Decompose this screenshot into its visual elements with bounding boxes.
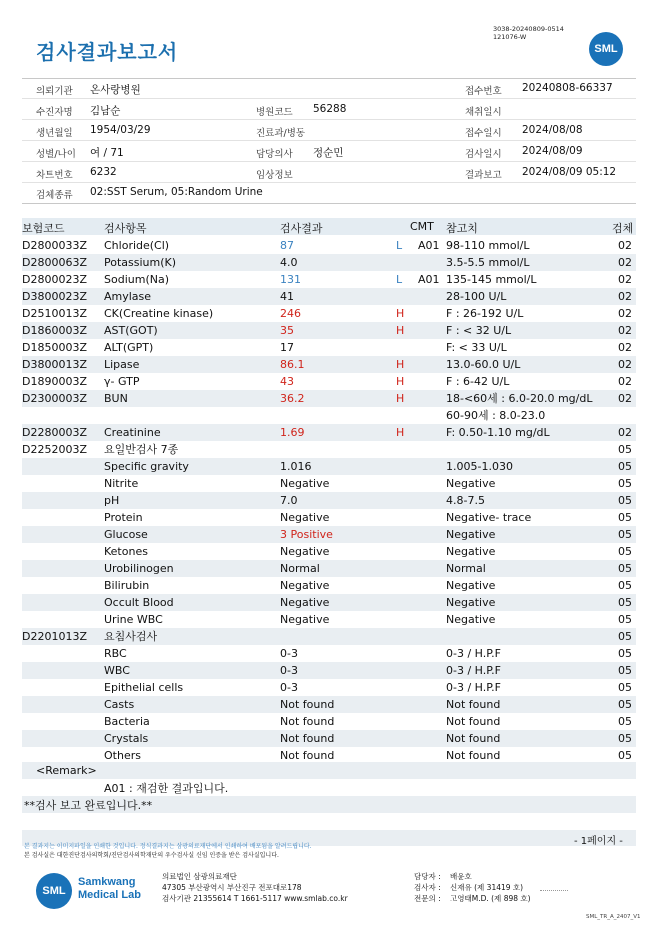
test-specimen: 05 [618, 562, 632, 575]
specimen-label: 검체종류 [36, 190, 73, 201]
test-code: D2201013Z [22, 630, 87, 643]
divider [22, 119, 636, 120]
specimen-value: 02:SST Serum, 05:Random Urine [90, 186, 263, 198]
birth-value: 1954/03/29 [90, 124, 151, 136]
test-reference: 0-3 / H.P.F [446, 664, 501, 677]
test-name: Bilirubin [104, 579, 150, 592]
test-result: Negative [280, 545, 330, 558]
test-reference: F : 6-42 U/L [446, 375, 510, 388]
test-code: D2800033Z [22, 239, 87, 252]
test-cmt: A01 [418, 273, 440, 286]
divider [22, 203, 636, 204]
test-result: 87 [280, 239, 294, 252]
test-name: Specific gravity [104, 460, 189, 473]
test-name: AST(GOT) [104, 324, 158, 337]
test-specimen: 02 [618, 358, 632, 371]
table-row [22, 645, 636, 662]
test-name: Lipase [104, 358, 140, 371]
test-reference: 13.0-60.0 U/L [446, 358, 521, 371]
table-row [22, 373, 636, 390]
test-name: BUN [104, 392, 128, 405]
table-row [22, 322, 636, 339]
report-complete: **검사 보고 완료입니다.** [24, 799, 153, 812]
test-specimen: 05 [618, 715, 632, 728]
test-specimen: 05 [618, 613, 632, 626]
divider [22, 140, 636, 141]
table-row [22, 254, 636, 271]
test-reference: Negative [446, 613, 496, 626]
test-reference: 4.8-7.5 [446, 494, 485, 507]
test-reference: Not found [446, 698, 501, 711]
test-name: Nitrite [104, 477, 139, 490]
test-name: Amylase [104, 290, 152, 303]
test-name: Crystals [104, 732, 149, 745]
form-id: SML_TR_A_2407_V1 [586, 914, 641, 920]
test-result: 246 [280, 307, 301, 320]
doctor-label: 담당의사 [256, 149, 293, 160]
test-name: Occult Blood [104, 596, 174, 609]
test-date-value: 2024/08/09 [522, 145, 583, 157]
person-value: 배윤호 [450, 872, 472, 881]
test-name: Protein [104, 511, 143, 524]
test-specimen: 05 [618, 630, 632, 643]
test-specimen: 02 [618, 256, 632, 269]
test-specimen: 05 [618, 545, 632, 558]
test-specimen: 05 [618, 732, 632, 745]
test-name: Chloride(Cl) [104, 239, 170, 252]
tester-label: 검사자 : [414, 883, 441, 892]
test-name: Potassium(K) [104, 256, 177, 269]
test-name: Creatinine [104, 426, 161, 439]
test-specimen: 02 [618, 273, 632, 286]
test-specimen: 02 [618, 375, 632, 388]
test-result: Normal [280, 562, 320, 575]
test-reference: Negative [446, 596, 496, 609]
test-specimen: 02 [618, 392, 632, 405]
test-result: 0-3 [280, 647, 298, 660]
test-specimen: 05 [618, 443, 632, 456]
test-flag: H [396, 358, 405, 371]
test-specimen: 05 [618, 681, 632, 694]
sex-age-value: 여 / 71 [90, 147, 124, 159]
receipt-date-label: 접수일시 [465, 128, 502, 139]
test-name: ALT(GPT) [104, 341, 154, 354]
test-cmt: A01 [418, 239, 440, 252]
divider [22, 98, 636, 99]
table-row [22, 288, 636, 305]
footer-note-accreditation: 본 검사실은 대한진단검사의학회/진단검사의학재단의 우수검사실 신임 인증을 받은 검사실입니다. [24, 852, 279, 859]
test-name: Others [104, 749, 141, 762]
test-reference: 28-100 U/L [446, 290, 507, 303]
test-code: D2300003Z [22, 392, 87, 405]
test-result: 36.2 [280, 392, 305, 405]
dept-label: 진료과/병동 [256, 128, 306, 139]
test-name: Bacteria [104, 715, 150, 728]
table-row [22, 492, 636, 509]
remark-label: <Remark> [36, 764, 97, 777]
signature [540, 880, 568, 891]
test-reference: 0-3 / H.P.F [446, 647, 501, 660]
test-name: γ- GTP [104, 375, 140, 388]
test-specimen: 05 [618, 477, 632, 490]
test-name: 요일반검사 7종 [104, 443, 179, 456]
report-date-label: 결과보고 [465, 170, 502, 181]
test-flag: H [396, 324, 405, 337]
table-row [22, 662, 636, 679]
test-reference: Not found [446, 732, 501, 745]
name-label: 수진자명 [36, 107, 73, 118]
brand-name [78, 876, 141, 902]
test-code: D2800063Z [22, 256, 87, 269]
sml-logo: SML [589, 32, 623, 66]
test-result: Negative [280, 511, 330, 524]
test-flag: H [396, 375, 405, 388]
test-result: 131 [280, 273, 301, 286]
test-code: D1890003Z [22, 375, 87, 388]
test-reference: 3.5-5.5 mmol/L [446, 256, 530, 269]
test-specimen: 05 [618, 647, 632, 660]
test-specimen: 05 [618, 460, 632, 473]
birth-label: 생년월일 [36, 128, 73, 139]
test-specimen: 05 [618, 528, 632, 541]
test-result: 0-3 [280, 681, 298, 694]
table-row [22, 594, 636, 611]
test-code: D1860003Z [22, 324, 87, 337]
document-id-line2: 121076-W [493, 33, 527, 41]
receipt-date-value: 2024/08/08 [522, 124, 583, 136]
test-name: Epithelial cells [104, 681, 184, 694]
footer-contact: 검사기관 21355614 T 1661-5117 www.smlab.co.kr [162, 894, 348, 903]
table-row [22, 475, 636, 492]
table-row [22, 407, 636, 424]
test-reference: 0-3 / H.P.F [446, 681, 501, 694]
table-row [22, 441, 636, 458]
test-flag: L [396, 273, 403, 286]
chart-no-label: 차트번호 [36, 170, 73, 181]
header-result: 검사결과 [280, 222, 323, 235]
table-row [22, 611, 636, 628]
table-row [22, 390, 636, 407]
table-row [22, 509, 636, 526]
footer-note-image: 본 결과지는 이미지파일을 인쇄한 것입니다. 정식결과지는 삼광의료재단에서 인쇄하여 배포됨을 알려드립니다. [24, 843, 312, 850]
test-reference: Not found [446, 749, 501, 762]
test-reference: 98-110 mmol/L [446, 239, 530, 252]
test-code: D2280003Z [22, 426, 87, 439]
test-name: Sodium(Na) [104, 273, 169, 286]
specialist-value: 고영태M.D. (제 898 호) [450, 894, 531, 903]
test-reference: Normal [446, 562, 486, 575]
test-name: Urine WBC [104, 613, 163, 626]
test-code: D2800023Z [22, 273, 87, 286]
test-reference: Not found [446, 715, 501, 728]
test-result: Not found [280, 749, 335, 762]
table-row [22, 628, 636, 645]
test-specimen: 05 [618, 494, 632, 507]
test-specimen: 05 [618, 511, 632, 524]
test-result: 43 [280, 375, 294, 388]
test-result: Not found [280, 732, 335, 745]
footer-org: 의료법인 삼광의료재단 [162, 872, 237, 881]
table-row [22, 577, 636, 594]
test-reference: 1.005-1.030 [446, 460, 513, 473]
remark-bar [22, 762, 636, 779]
receipt-no-label: 접수번호 [465, 86, 502, 97]
table-row [22, 271, 636, 288]
test-result: Negative [280, 596, 330, 609]
test-name: CK(Creatine kinase) [104, 307, 214, 320]
table-row [22, 696, 636, 713]
test-name: Casts [104, 698, 135, 711]
table-row [22, 356, 636, 373]
test-flag: L [396, 239, 403, 252]
test-reference: Negative [446, 579, 496, 592]
test-result: 0-3 [280, 664, 298, 677]
table-row [22, 713, 636, 730]
test-reference: Negative- trace [446, 511, 532, 524]
test-result: 86.1 [280, 358, 305, 371]
table-row [22, 560, 636, 577]
test-specimen: 05 [618, 698, 632, 711]
test-name: WBC [104, 664, 130, 677]
table-row [22, 730, 636, 747]
test-name: 요침사검사 [104, 630, 158, 643]
table-row [22, 339, 636, 356]
table-row [22, 424, 636, 441]
test-name: Glucose [104, 528, 148, 541]
table-row [22, 305, 636, 322]
test-result: Not found [280, 698, 335, 711]
test-reference: F: < 33 U/L [446, 341, 507, 354]
test-specimen: 02 [618, 341, 632, 354]
receipt-no-value: 20240808-66337 [522, 82, 613, 94]
test-result: 17 [280, 341, 294, 354]
hospital-code-value: 56288 [313, 103, 347, 115]
divider [22, 78, 636, 79]
test-result: 1.016 [280, 460, 312, 473]
test-code: D3800013Z [22, 358, 87, 371]
table-row [22, 526, 636, 543]
test-code: D3800023Z [22, 290, 87, 303]
test-specimen: 02 [618, 307, 632, 320]
test-specimen: 05 [618, 596, 632, 609]
test-result: Not found [280, 715, 335, 728]
chart-no-value: 6232 [90, 166, 117, 178]
page-number: - 1페이지 - [574, 836, 623, 847]
name-value: 김남순 [90, 105, 121, 117]
test-result: 41 [280, 290, 294, 303]
test-reference: 135-145 mmol/L [446, 273, 537, 286]
brand-line1: Samkwang [78, 876, 136, 888]
test-flag: H [396, 426, 405, 439]
test-code: D1850003Z [22, 341, 87, 354]
test-name: RBC [104, 647, 127, 660]
footer-address: 47305 부산광역시 부산진구 전포대로178 [162, 883, 302, 892]
sml-logo-footer: SML [36, 873, 72, 909]
test-reference: 18-<60세 : 6.0-20.0 mg/dL [446, 392, 593, 405]
document-id-line1: 3038-20240809-0514 [493, 25, 564, 33]
test-name: Urobilinogen [104, 562, 174, 575]
doctor-value: 정순민 [313, 147, 344, 159]
test-result: 4.0 [280, 256, 298, 269]
page-title: 검사결과보고서 [36, 40, 179, 64]
header-cmt: CMT [410, 220, 434, 233]
test-specimen: 05 [618, 579, 632, 592]
header-reference: 참고치 [446, 222, 478, 235]
header-code: 보험코드 [22, 222, 65, 235]
header-specimen: 검체 [612, 222, 634, 235]
test-result: 3 Positive [280, 528, 333, 541]
test-result: 1.69 [280, 426, 305, 439]
document-id [493, 25, 564, 41]
divider [22, 161, 636, 162]
test-result: Negative [280, 613, 330, 626]
brand-line2: Medical Lab [78, 889, 141, 901]
test-specimen: 02 [618, 324, 632, 337]
specialist-label: 전문의 : [414, 894, 441, 903]
remark-text: A01 : 재검한 결과입니다. [104, 782, 229, 795]
institution-label: 의뢰기관 [36, 86, 73, 97]
test-reference: F: 0.50-1.10 mg/dL [446, 426, 550, 439]
report-date-value: 2024/08/09 05:12 [522, 166, 617, 178]
test-result: Negative [280, 477, 330, 490]
test-result: Negative [280, 579, 330, 592]
test-specimen: 02 [618, 290, 632, 303]
hospital-code-label: 병원코드 [256, 107, 293, 118]
test-specimen: 05 [618, 664, 632, 677]
test-name: Ketones [104, 545, 148, 558]
header-test-name: 검사항목 [104, 222, 147, 235]
sampling-date-label: 채취일시 [465, 107, 502, 118]
test-reference: F : < 32 U/L [446, 324, 512, 337]
test-result: 35 [280, 324, 294, 337]
test-specimen: 02 [618, 426, 632, 439]
table-row [22, 237, 636, 254]
test-reference: 60-90세 : 8.0-23.0 [446, 409, 546, 422]
test-specimen: 02 [618, 239, 632, 252]
test-code: D2510013Z [22, 307, 87, 320]
test-reference: Negative [446, 545, 496, 558]
divider [22, 182, 636, 183]
test-specimen: 05 [618, 749, 632, 762]
test-name: pH [104, 494, 120, 507]
table-row [22, 679, 636, 696]
sex-age-label: 성별/나이 [36, 149, 76, 160]
table-row [22, 458, 636, 475]
test-reference: F : 26-192 U/L [446, 307, 524, 320]
institution-value: 온사랑병원 [90, 84, 141, 96]
test-flag: H [396, 307, 405, 320]
tester-value: 신재유 (제 31419 호) [450, 883, 524, 892]
test-reference: Negative [446, 528, 496, 541]
person-label: 담당자 : [414, 872, 441, 881]
test-code: D2252003Z [22, 443, 87, 456]
test-date-label: 검사일시 [465, 149, 502, 160]
test-result: 7.0 [280, 494, 298, 507]
clinical-label: 임상정보 [256, 170, 293, 181]
test-reference: Negative [446, 477, 496, 490]
table-row [22, 543, 636, 560]
test-flag: H [396, 392, 405, 405]
